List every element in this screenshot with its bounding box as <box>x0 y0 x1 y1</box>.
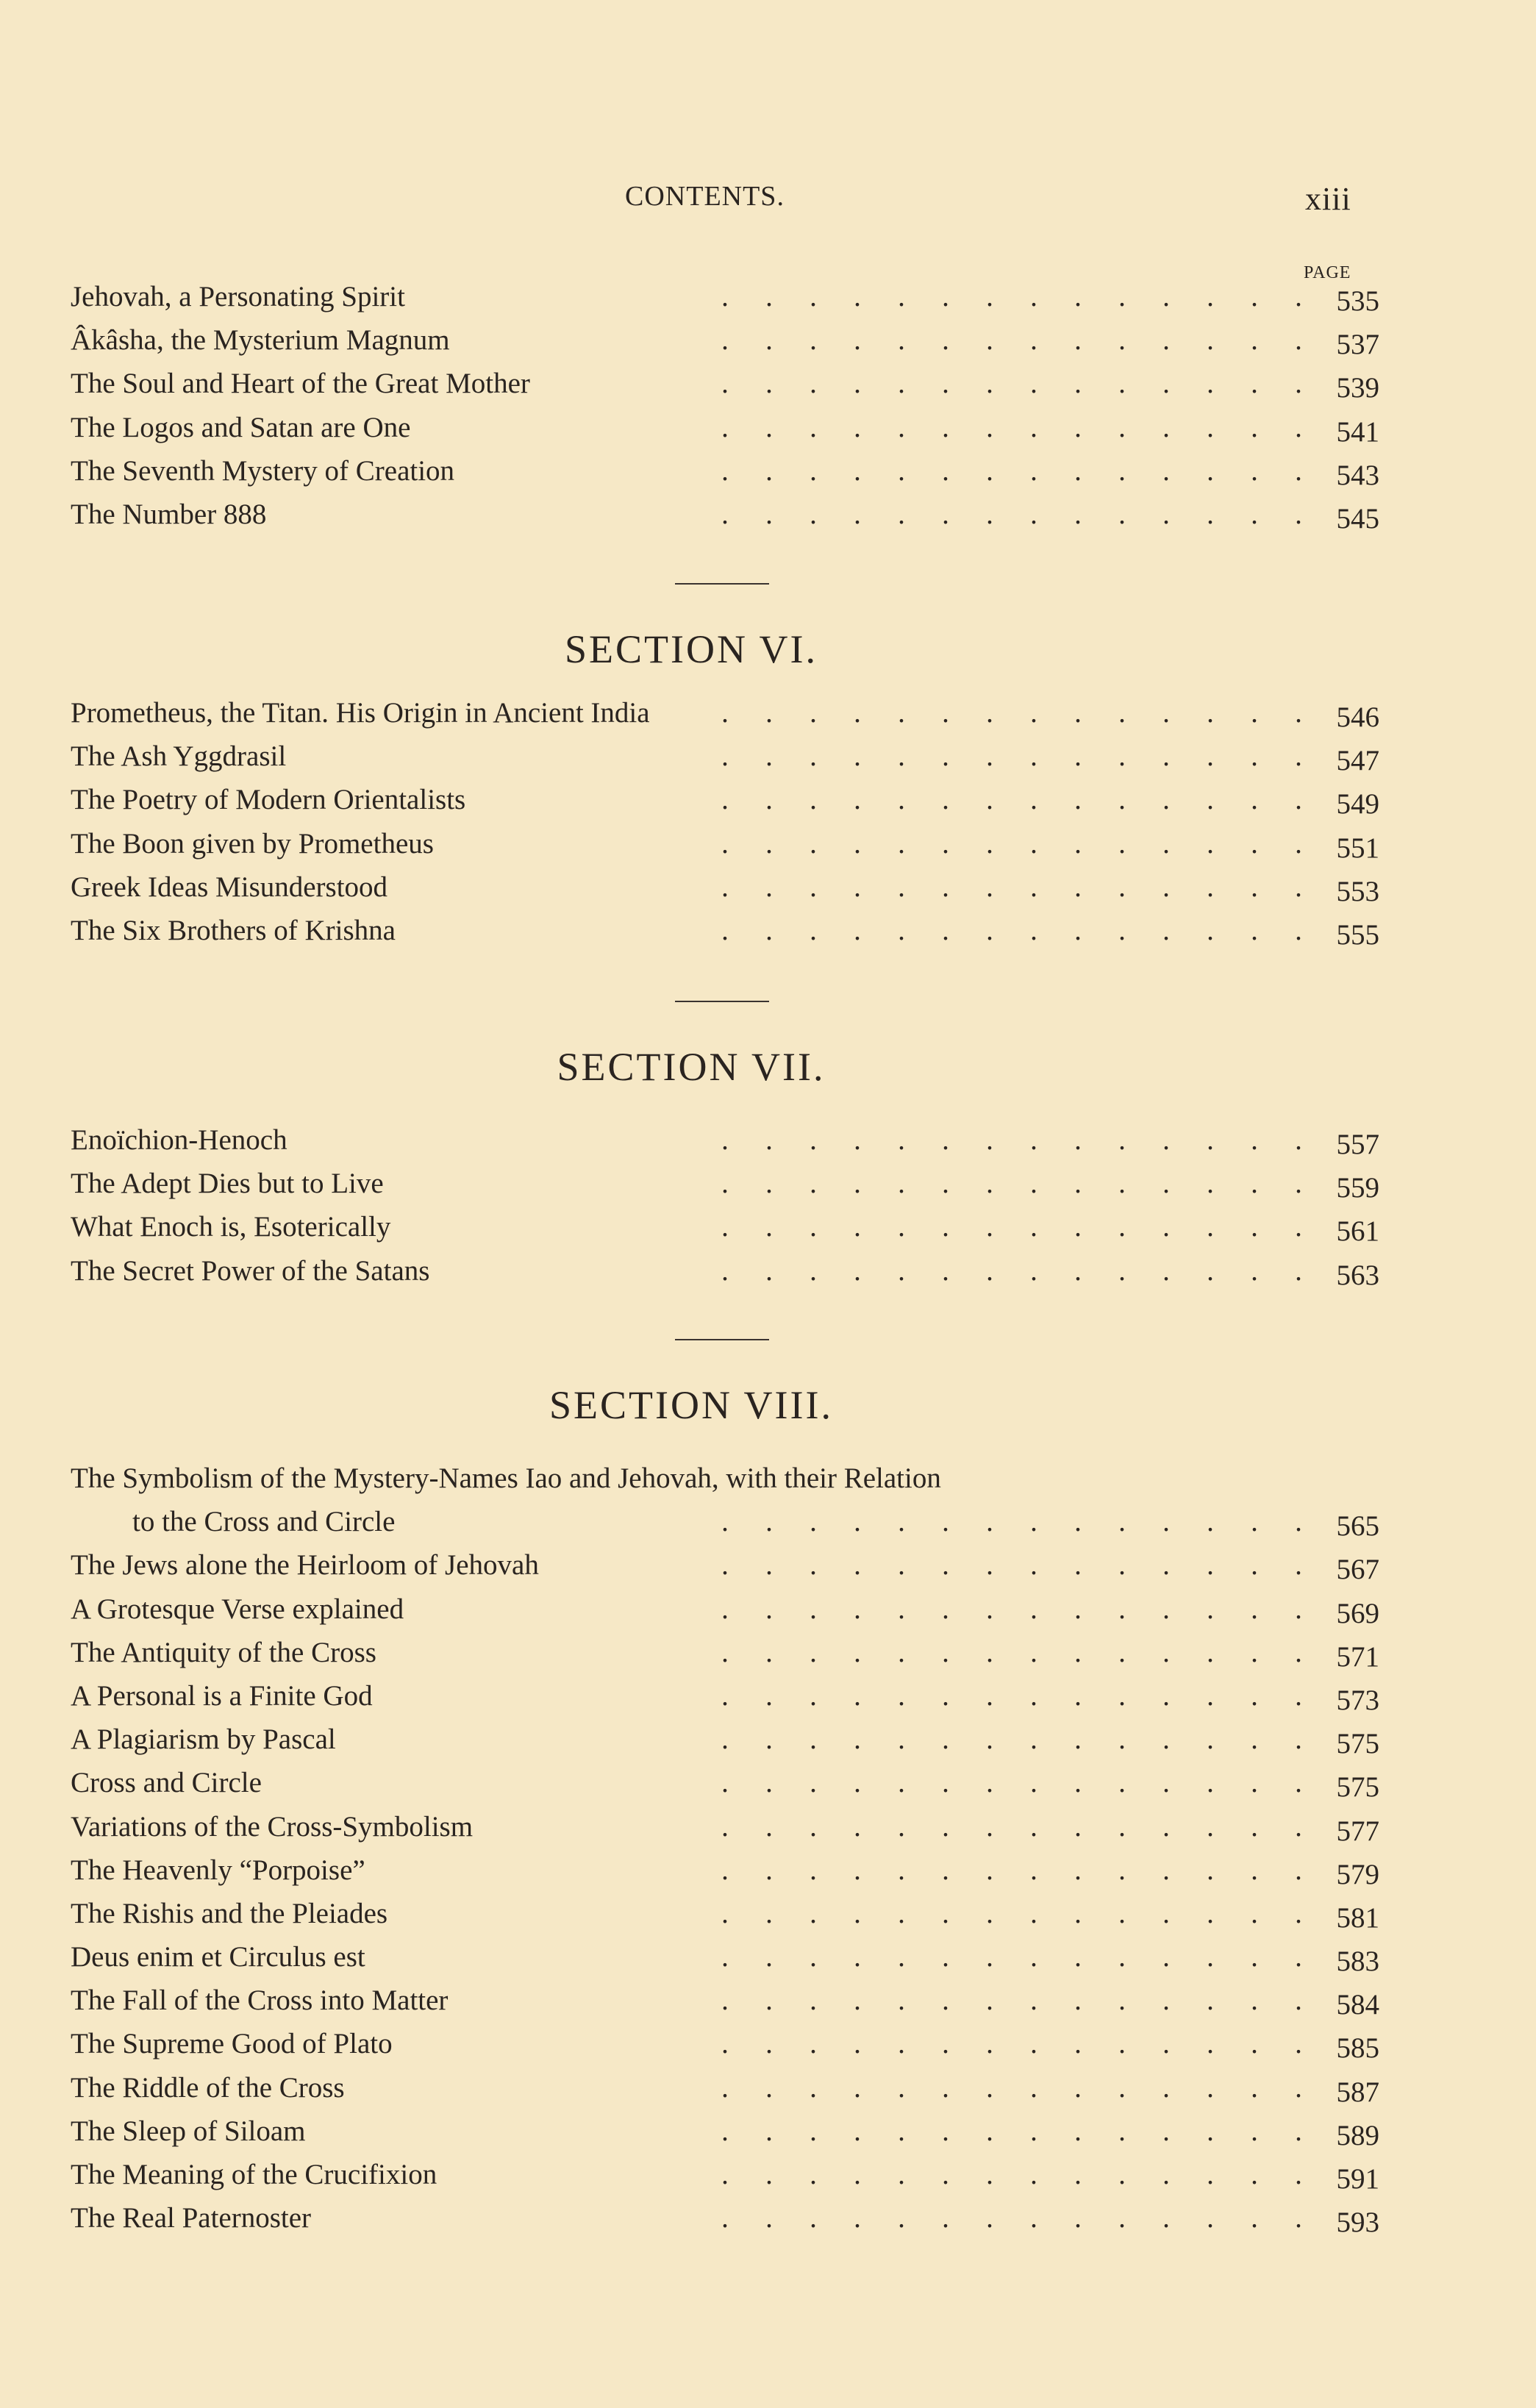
toc-entry-title: The Number 888 <box>71 493 271 536</box>
toc-entry <box>71 691 1379 735</box>
toc-entry-page: 589 <box>1336 2119 1379 2151</box>
dot-leader: . . . . . . . . . . . . . . <box>721 827 1302 860</box>
toc-entry-page: 551 <box>1336 832 1379 864</box>
dot-leader: . . . . . . . . . . . . . . <box>721 1254 1302 1287</box>
dot-leader: . . . . . . . . . . . . . . <box>721 1723 1302 1756</box>
section-divider <box>675 1339 769 1340</box>
toc-entry <box>71 2153 1379 2196</box>
dot-leader: . . . . . . . . . . . . . . <box>721 1941 1302 1973</box>
toc-entry-page: 546 <box>1336 701 1379 733</box>
toc-entry-title: Greek Ideas Misunderstood <box>71 865 392 909</box>
dot-leader: . . . . . . . . . . . . . . <box>721 2071 1302 2104</box>
dot-leader: . . . . . . . . . . . . . . <box>721 324 1302 357</box>
dot-leader: . . . . . . . . . . . . . . <box>721 697 1302 729</box>
dot-leader: . . . . . . . . . . . . . . <box>721 1124 1302 1156</box>
dot-leader: . . . . . . . . . . . . . . <box>721 411 1302 443</box>
dot-leader: . . . . . . . . . . . . . . <box>721 2202 1302 2234</box>
toc-entry <box>71 1892 1379 1935</box>
toc-entry <box>71 1805 1379 1848</box>
toc-entry-page: 575 <box>1336 1771 1379 1804</box>
toc-entry <box>71 362 1379 405</box>
dot-leader: . . . . . . . . . . . . . . <box>721 914 1302 946</box>
toc-entry-page: 557 <box>1336 1129 1379 1160</box>
toc-entry-page: 537 <box>1336 329 1379 361</box>
toc-entry <box>71 909 1379 952</box>
page-column-label: PAGE <box>1304 263 1351 282</box>
dot-leader: . . . . . . . . . . . . . . <box>721 1549 1302 1582</box>
toc-entry-page: 584 <box>1336 1989 1379 2021</box>
toc-entry <box>71 1457 1379 1500</box>
contents-group-section-vii <box>71 1118 1379 1293</box>
toc-entry-title: to the Cross and Circle <box>132 1500 399 1543</box>
toc-entry-page: 549 <box>1336 788 1379 821</box>
toc-entry <box>71 1587 1379 1631</box>
toc-entry-title: Jehovah, a Personating Spirit <box>71 275 410 318</box>
toc-entry <box>71 865 1379 909</box>
toc-entry <box>71 1718 1379 1761</box>
toc-entry-page: 553 <box>1336 875 1379 907</box>
toc-entry-title: The Antiquity of the Cross <box>71 1631 381 1674</box>
toc-entry <box>71 1979 1379 2022</box>
dot-leader: . . . . . . . . . . . . . . <box>721 1679 1302 1712</box>
toc-entry-page: 581 <box>1336 1901 1379 1934</box>
toc-entry <box>71 1205 1379 1248</box>
dot-leader: . . . . . . . . . . . . . . <box>721 1506 1302 1538</box>
dot-leader: . . . . . . . . . . . . . . <box>721 1168 1302 1200</box>
toc-entry-page: 565 <box>1336 1510 1379 1543</box>
toc-entry-title: Âkâsha, the Mysterium Magnum <box>71 318 454 362</box>
toc-entry-title: Enoïchion-Henoch <box>71 1118 292 1162</box>
dot-leader: . . . . . . . . . . . . . . <box>721 2159 1302 2190</box>
toc-entry-title: The Ash Yggdrasil <box>71 735 290 778</box>
toc-entry-title: The Soul and Heart of the Great Mother <box>71 362 535 405</box>
toc-entry-title: A Plagiarism by Pascal <box>71 1718 340 1761</box>
contents-group-section-viii <box>71 1457 1379 2240</box>
toc-entry <box>71 1935 1379 1979</box>
toc-entry-page: 579 <box>1336 1858 1379 1890</box>
toc-entry-title: The Jews alone the Heirloom of Jehovah <box>71 1543 543 1587</box>
toc-entry <box>71 1674 1379 1718</box>
section-heading: SECTION VIII. <box>549 1383 833 1427</box>
toc-entry-page: 573 <box>1336 1684 1379 1716</box>
dot-leader: . . . . . . . . . . . . . . <box>721 1767 1302 1799</box>
toc-entry-title: Deus enim et Circulus est <box>71 1935 370 1979</box>
dot-leader: . . . . . . . . . . . . . . <box>721 281 1302 312</box>
toc-entry-page: 569 <box>1336 1597 1379 1629</box>
toc-entry-title: The Boon given by Prometheus <box>71 822 438 865</box>
dot-leader: . . . . . . . . . . . . . . <box>721 740 1302 773</box>
toc-entry-title: The Meaning of the Crucifixion <box>71 2153 441 2196</box>
toc-entry-page: 559 <box>1336 1172 1379 1204</box>
toc-entry <box>71 406 1379 449</box>
toc-entry-page: 575 <box>1336 1728 1379 1760</box>
toc-entry-page: 535 <box>1336 285 1379 317</box>
dot-leader: . . . . . . . . . . . . . . <box>721 871 1302 903</box>
toc-entry <box>71 1249 1379 1293</box>
toc-entry <box>71 449 1379 493</box>
section-divider <box>675 1001 769 1002</box>
toc-entry-page: 541 <box>1336 415 1379 448</box>
toc-entry-page: 545 <box>1336 502 1379 535</box>
toc-entry <box>71 1848 1379 1892</box>
toc-entry <box>71 778 1379 821</box>
toc-entry-page: 587 <box>1336 2076 1379 2108</box>
toc-entry <box>71 2022 1379 2065</box>
dot-leader: . . . . . . . . . . . . . . <box>721 1854 1302 1886</box>
toc-entry <box>71 1500 1379 1543</box>
toc-entry <box>71 318 1379 362</box>
toc-entry <box>71 1162 1379 1205</box>
section-heading: SECTION VI. <box>564 627 818 671</box>
toc-entry <box>71 1118 1379 1162</box>
toc-entry-title: The Symbolism of the Mystery-Names Iao and Jehovah, with their Relation <box>71 1457 946 1500</box>
toc-entry <box>71 1631 1379 1674</box>
toc-entry-page: 567 <box>1336 1554 1379 1586</box>
toc-entry-title: A Personal is a Finite God <box>71 1674 377 1718</box>
toc-entry-page: 563 <box>1336 1259 1379 1291</box>
dot-leader: . . . . . . . . . . . . . . <box>721 1636 1302 1668</box>
toc-entry-title: The Real Paternoster <box>71 2196 315 2240</box>
dot-leader: . . . . . . . . . . . . . . <box>721 1897 1302 1929</box>
toc-entry-title: The Poetry of Modern Orientalists <box>71 778 470 821</box>
toc-entry-page: 585 <box>1336 2032 1379 2065</box>
toc-entry-title: Variations of the Cross-Symbolism <box>71 1805 477 1848</box>
toc-entry-page: 583 <box>1336 1946 1379 1978</box>
toc-entry-title: The Heavenly “Porpoise” <box>71 1848 370 1892</box>
toc-entry-title: The Rishis and the Pleiades <box>71 1892 392 1935</box>
toc-entry-title: The Six Brothers of Krishna <box>71 909 400 952</box>
toc-entry-title: The Adept Dies but to Live <box>71 1162 388 1205</box>
dot-leader: . . . . . . . . . . . . . . <box>721 1211 1302 1243</box>
toc-entry-page: 591 <box>1336 2163 1379 2195</box>
section-heading: SECTION VII. <box>557 1045 826 1089</box>
contents-group <box>71 275 1379 536</box>
toc-entry-page: 543 <box>1336 459 1379 491</box>
dot-leader: . . . . . . . . . . . . . . <box>721 1593 1302 1625</box>
toc-entry-title: The Sleep of Siloam <box>71 2109 310 2153</box>
toc-entry-page: 571 <box>1336 1640 1379 1673</box>
contents-group-section-vi <box>71 691 1379 952</box>
page-number: xiii <box>1305 181 1351 217</box>
toc-entry-page: 539 <box>1336 372 1379 404</box>
toc-entry-title: Cross and Circle <box>71 1761 266 1804</box>
toc-entry-page: 593 <box>1336 2207 1379 2239</box>
dot-leader: . . . . . . . . . . . . . . <box>721 454 1302 487</box>
toc-entry <box>71 2109 1379 2153</box>
toc-entry-title: The Fall of the Cross into Matter <box>71 1979 452 2022</box>
dot-leader: . . . . . . . . . . . . . . <box>721 498 1302 530</box>
toc-entry-title: A Grotesque Verse explained <box>71 1587 408 1631</box>
toc-entry <box>71 1761 1379 1804</box>
toc-entry-title: What Enoch is, Esoterically <box>71 1205 395 1248</box>
toc-entry-page: 555 <box>1336 918 1379 951</box>
dot-leader: . . . . . . . . . . . . . . <box>721 368 1302 400</box>
toc-entry-title: The Logos and Satan are One <box>71 406 415 449</box>
section-divider <box>675 583 769 585</box>
toc-entry-page: 577 <box>1336 1815 1379 1847</box>
toc-entry <box>71 1543 1379 1587</box>
toc-entry <box>71 822 1379 865</box>
toc-entry-title: The Supreme Good of Plato <box>71 2022 397 2065</box>
toc-entry-page: 547 <box>1336 745 1379 777</box>
dot-leader: . . . . . . . . . . . . . . <box>721 2028 1302 2060</box>
dot-leader: . . . . . . . . . . . . . . <box>721 1984 1302 2017</box>
dot-leader: . . . . . . . . . . . . . . <box>721 2115 1302 2147</box>
toc-entry-page: 561 <box>1336 1215 1379 1248</box>
toc-entry-title: The Secret Power of the Satans <box>71 1249 434 1293</box>
toc-entry <box>71 2066 1379 2109</box>
dot-leader: . . . . . . . . . . . . . . <box>721 1810 1302 1843</box>
toc-entry <box>71 735 1379 778</box>
toc-entry-title: The Riddle of the Cross <box>71 2066 349 2109</box>
toc-entry <box>71 275 1379 318</box>
toc-entry-title: The Seventh Mystery of Creation <box>71 449 459 493</box>
toc-entry <box>71 493 1379 536</box>
toc-entry <box>71 2196 1379 2240</box>
running-header-title: CONTENTS. <box>625 181 785 212</box>
dot-leader: . . . . . . . . . . . . . . <box>721 784 1302 816</box>
toc-entry-title: Prometheus, the Titan. His Origin in Ancient India <box>71 691 654 735</box>
